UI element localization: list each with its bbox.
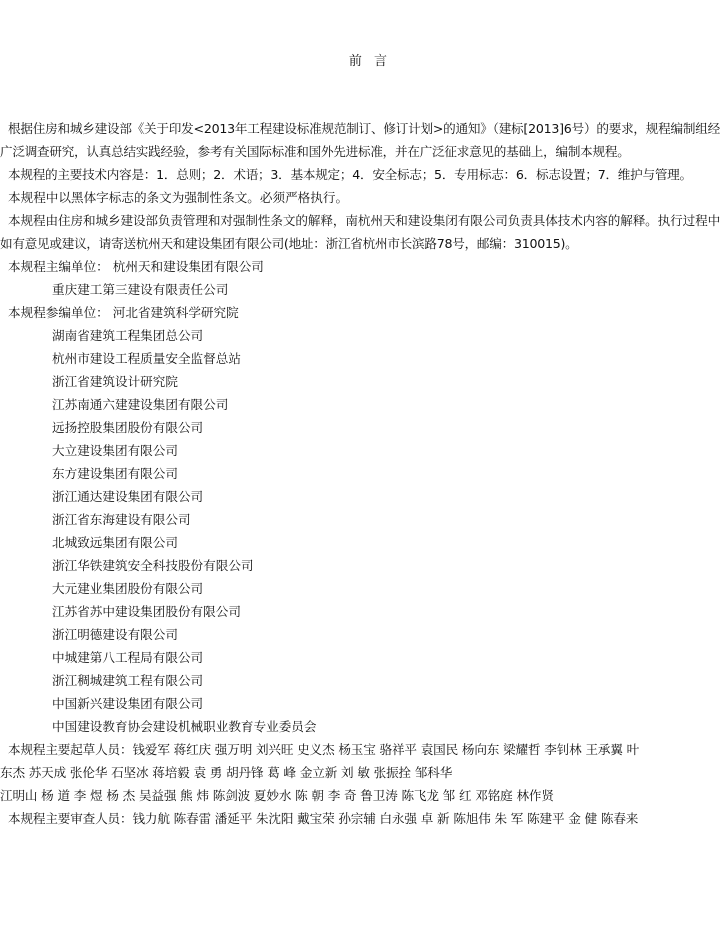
unit-name: 杭州天和建设集团有限公司	[112, 259, 264, 274]
unit-name: 大元建业集团股份有限公司	[52, 581, 204, 596]
drafters-line: 东杰 苏天成 张伦华 石坚冰 蒋培毅 袁 勇 胡丹锋 葛 峰 金立新 刘 敏 张振拴 邹科华	[0, 765, 453, 780]
participating-units	[0, 301, 720, 738]
unit-name: 浙江省建筑设计研究院	[52, 374, 178, 389]
reviewers-line: 本规程主要审查人员：钱力航 陈春雷 潘延平 朱沈阳 戴宝荣 孙宗辅 白永强 卓 新 陈旭伟 朱 军 陈建平 金 健 陈春来	[8, 811, 639, 826]
unit-name: 远扬控股集团股份有限公司	[52, 420, 204, 435]
chief-editor-label: 本规程主编单位：	[8, 259, 109, 274]
unit-name: 浙江稠城建筑工程有限公司	[52, 673, 204, 688]
unit-name: 重庆建工第三建设有限责任公司	[52, 282, 229, 297]
drafters-line: 江明山 杨 道 李 煜 杨 杰 吴益强 熊 炜 陈剑波 夏妙水 陈 朝 李 奇 鲁卫涛 陈飞龙 邹 红 邓铭庭 林作贤	[0, 788, 554, 803]
unit-name: 河北省建筑科学研究院	[112, 305, 239, 320]
unit-name: 中国新兴建设集团有限公司	[52, 696, 204, 711]
unit-name: 浙江明德建设有限公司	[52, 627, 178, 642]
paragraph-main-content: 本规程的主要技术内容是：1．总则；2．术语；3．基本规定；4．安全标志；5．专用标志：6．标志设置；7．维护与管理。	[8, 167, 692, 182]
page-title: 前 言	[348, 54, 392, 69]
chief-editor-line	[0, 255, 720, 278]
unit-name: 江苏南通六建建设集团有限公司	[52, 397, 229, 412]
chief-editor-units	[0, 255, 720, 301]
unit-name: 浙江省东海建设有限公司	[52, 512, 191, 527]
participating-label: 本规程参编单位：	[8, 305, 109, 320]
unit-name: 湖南省建筑工程集团总公司	[52, 328, 204, 343]
paragraph-management: 本规程由住房和城乡建设部负责管理和对强制性条文的解释，南杭州天和建设集闭有限公司负责具体技术内容的解释。执行过程中如有意见或建议，请寄送杭州天和建设集团有限公司(地址：浙江省杭州市长滨路78号，邮编：310015)。	[0, 213, 720, 251]
unit-name: 大立建设集团有限公司	[52, 443, 178, 458]
drafters-line: 本规程主要起草人员：钱爱军 蒋红庆 强万明 刘兴旺 史义杰 杨玉宝 骆祥平 袁国民 杨向东 梁耀哲 李钊林 王承翼 叶	[8, 742, 640, 757]
unit-name: 中国建设教育协会建设机械职业教育专业委员会	[52, 719, 317, 734]
unit-name: 中城建第八工程局有限公司	[52, 650, 204, 665]
unit-name: 北城致远集团有限公司	[52, 535, 178, 550]
unit-name: 东方建设集团有限公司	[52, 466, 178, 481]
unit-name: 杭州市建设工程质量安全监督总站	[52, 351, 241, 366]
unit-name: 浙江通达建设集团有限公司	[52, 489, 204, 504]
participating-unit-line	[0, 301, 720, 324]
reviewers-list	[0, 807, 720, 830]
unit-name: 江苏省苏中建设集团股份有限公司	[52, 604, 241, 619]
paragraph-background: 根据住房和城乡建设部《关于印发<2013年工程建设标准规范制订、修订计划>的通知》（建标[2013]6号）的要求，规程编制组经广泛调查研究，认真总结实践经验，参考有关国际标准和国外先进标准，并在广泛征求意见的基础上，编制本规程。	[0, 121, 720, 159]
preface-body	[0, 117, 720, 830]
drafters-list	[0, 738, 720, 807]
unit-name: 浙江华铁建筑安全科技股份有限公司	[52, 558, 254, 573]
paragraph-mandatory-clauses: 本规程中以黑体字标志的条文为强制性条文。必须严格执行。	[8, 190, 349, 205]
